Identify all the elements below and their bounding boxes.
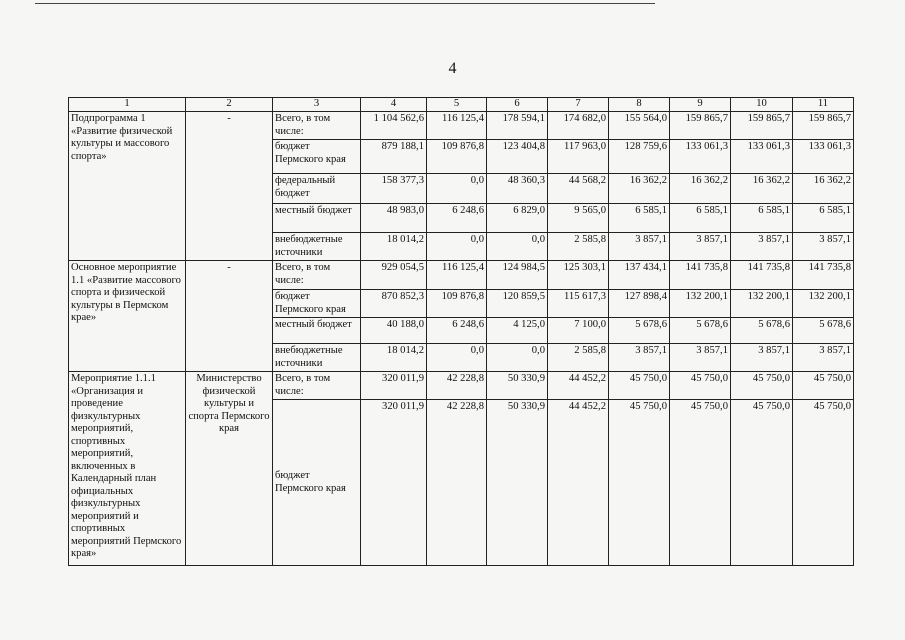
funding-source-cell: Всего, в том числе: xyxy=(273,112,361,140)
table-body xyxy=(69,112,854,566)
column-header: 8 xyxy=(609,98,670,112)
column-header: 3 xyxy=(273,98,361,112)
value-cell: 123 404,8 xyxy=(487,140,548,174)
program-name-cell: Мероприятие 1.1.1 «Организация и проведение физкультурных мероприятий, спортивных мероприятий, включенных в Календарный план официальных физкультурных мероприятий и спортивных мероприятий Пермского края» xyxy=(69,372,186,566)
value-cell: 6 829,0 xyxy=(487,204,548,233)
value-cell: 45 750,0 xyxy=(731,372,793,400)
column-header: 4 xyxy=(361,98,427,112)
value-cell: 16 362,2 xyxy=(670,174,731,204)
value-cell: 137 434,1 xyxy=(609,261,670,290)
value-cell: 109 876,8 xyxy=(427,140,487,174)
value-cell: 2 585,8 xyxy=(548,233,609,261)
value-cell: 6 248,6 xyxy=(427,318,487,344)
value-cell: 50 330,9 xyxy=(487,372,548,400)
value-cell: 879 188,1 xyxy=(361,140,427,174)
funding-source-cell: Всего, в том числе: xyxy=(273,372,361,400)
value-cell: 6 585,1 xyxy=(609,204,670,233)
value-cell: 3 857,1 xyxy=(793,233,854,261)
budget-table xyxy=(68,97,854,566)
value-cell: 178 594,1 xyxy=(487,112,548,140)
funding-source-cell: федеральный бюджет xyxy=(273,174,361,204)
value-cell: 116 125,4 xyxy=(427,112,487,140)
value-cell: 133 061,3 xyxy=(793,140,854,174)
value-cell: 132 200,1 xyxy=(670,290,731,318)
value-cell: 3 857,1 xyxy=(670,344,731,372)
responsible-cell: - xyxy=(186,112,273,261)
header-row xyxy=(69,98,854,112)
value-cell: 6 248,6 xyxy=(427,204,487,233)
value-cell: 3 857,1 xyxy=(670,233,731,261)
value-cell: 133 061,3 xyxy=(731,140,793,174)
value-cell: 9 565,0 xyxy=(548,204,609,233)
value-cell: 158 377,3 xyxy=(361,174,427,204)
value-cell: 40 188,0 xyxy=(361,318,427,344)
value-cell: 3 857,1 xyxy=(793,344,854,372)
value-cell: 18 014,2 xyxy=(361,344,427,372)
value-cell: 16 362,2 xyxy=(609,174,670,204)
table-row xyxy=(69,372,854,400)
value-cell: 5 678,6 xyxy=(609,318,670,344)
responsible-cell: Министерство физической культуры и спорта Пермского края xyxy=(186,372,273,566)
table-row xyxy=(69,112,854,140)
value-cell: 125 303,1 xyxy=(548,261,609,290)
value-cell: 3 857,1 xyxy=(609,344,670,372)
value-cell: 16 362,2 xyxy=(793,174,854,204)
funding-source-cell: внебюджетные источники xyxy=(273,233,361,261)
value-cell: 45 750,0 xyxy=(609,372,670,400)
program-name-cell: Основное мероприятие 1.1 «Развитие массового спорта и физической культуры в Пермском крае» xyxy=(69,261,186,372)
value-cell: 174 682,0 xyxy=(548,112,609,140)
value-cell: 0,0 xyxy=(427,233,487,261)
value-cell: 320 011,9 xyxy=(361,400,427,566)
value-cell: 45 750,0 xyxy=(793,372,854,400)
value-cell: 0,0 xyxy=(427,174,487,204)
value-cell: 115 617,3 xyxy=(548,290,609,318)
value-cell: 120 859,5 xyxy=(487,290,548,318)
top-rule xyxy=(35,3,655,4)
value-cell: 16 362,2 xyxy=(731,174,793,204)
value-cell: 4 125,0 xyxy=(487,318,548,344)
value-cell: 929 054,5 xyxy=(361,261,427,290)
funding-source-cell: местный бюджет xyxy=(273,318,361,344)
value-cell: 42 228,8 xyxy=(427,372,487,400)
value-cell: 124 984,5 xyxy=(487,261,548,290)
value-cell: 159 865,7 xyxy=(793,112,854,140)
value-cell: 44 452,2 xyxy=(548,372,609,400)
value-cell: 44 568,2 xyxy=(548,174,609,204)
value-cell: 0,0 xyxy=(427,344,487,372)
value-cell: 132 200,1 xyxy=(731,290,793,318)
column-header: 11 xyxy=(793,98,854,112)
responsible-cell: - xyxy=(186,261,273,372)
column-header: 2 xyxy=(186,98,273,112)
column-header: 1 xyxy=(69,98,186,112)
funding-source-cell: бюджет Пермского края xyxy=(273,140,361,174)
value-cell: 44 452,2 xyxy=(548,400,609,566)
value-cell: 0,0 xyxy=(487,233,548,261)
funding-source-cell: местный бюджет xyxy=(273,204,361,233)
value-cell: 141 735,8 xyxy=(793,261,854,290)
value-cell: 159 865,7 xyxy=(731,112,793,140)
value-cell: 3 857,1 xyxy=(609,233,670,261)
value-cell: 141 735,8 xyxy=(731,261,793,290)
value-cell: 48 983,0 xyxy=(361,204,427,233)
value-cell: 128 759,6 xyxy=(609,140,670,174)
value-cell: 3 857,1 xyxy=(731,233,793,261)
value-cell: 127 898,4 xyxy=(609,290,670,318)
value-cell: 50 330,9 xyxy=(487,400,548,566)
value-cell: 2 585,8 xyxy=(548,344,609,372)
value-cell: 5 678,6 xyxy=(731,318,793,344)
value-cell: 6 585,1 xyxy=(731,204,793,233)
value-cell: 1 104 562,6 xyxy=(361,112,427,140)
funding-source-cell: внебюджетные источники xyxy=(273,344,361,372)
column-header: 7 xyxy=(548,98,609,112)
value-cell: 6 585,1 xyxy=(793,204,854,233)
value-cell: 5 678,6 xyxy=(670,318,731,344)
value-cell: 155 564,0 xyxy=(609,112,670,140)
value-cell: 117 963,0 xyxy=(548,140,609,174)
column-header: 6 xyxy=(487,98,548,112)
value-cell: 159 865,7 xyxy=(670,112,731,140)
column-header: 9 xyxy=(670,98,731,112)
column-header: 5 xyxy=(427,98,487,112)
value-cell: 133 061,3 xyxy=(670,140,731,174)
funding-source-cell: Всего, в том числе: xyxy=(273,261,361,290)
value-cell: 45 750,0 xyxy=(670,400,731,566)
funding-source-cell: бюджет Пермского края xyxy=(273,290,361,318)
value-cell: 48 360,3 xyxy=(487,174,548,204)
table-row xyxy=(69,261,854,290)
value-cell: 45 750,0 xyxy=(609,400,670,566)
value-cell: 109 876,8 xyxy=(427,290,487,318)
value-cell: 7 100,0 xyxy=(548,318,609,344)
funding-source-cell: бюджет Пермского края xyxy=(273,400,361,566)
value-cell: 141 735,8 xyxy=(670,261,731,290)
program-name-cell: Подпрограмма 1 «Развитие физической культуры и массового спорта» xyxy=(69,112,186,261)
value-cell: 132 200,1 xyxy=(793,290,854,318)
value-cell: 45 750,0 xyxy=(793,400,854,566)
value-cell: 320 011,9 xyxy=(361,372,427,400)
value-cell: 870 852,3 xyxy=(361,290,427,318)
value-cell: 5 678,6 xyxy=(793,318,854,344)
value-cell: 6 585,1 xyxy=(670,204,731,233)
value-cell: 3 857,1 xyxy=(731,344,793,372)
value-cell: 116 125,4 xyxy=(427,261,487,290)
value-cell: 45 750,0 xyxy=(731,400,793,566)
column-header: 10 xyxy=(731,98,793,112)
value-cell: 45 750,0 xyxy=(670,372,731,400)
value-cell: 42 228,8 xyxy=(427,400,487,566)
value-cell: 0,0 xyxy=(487,344,548,372)
page-number: 4 xyxy=(448,60,457,77)
value-cell: 18 014,2 xyxy=(361,233,427,261)
